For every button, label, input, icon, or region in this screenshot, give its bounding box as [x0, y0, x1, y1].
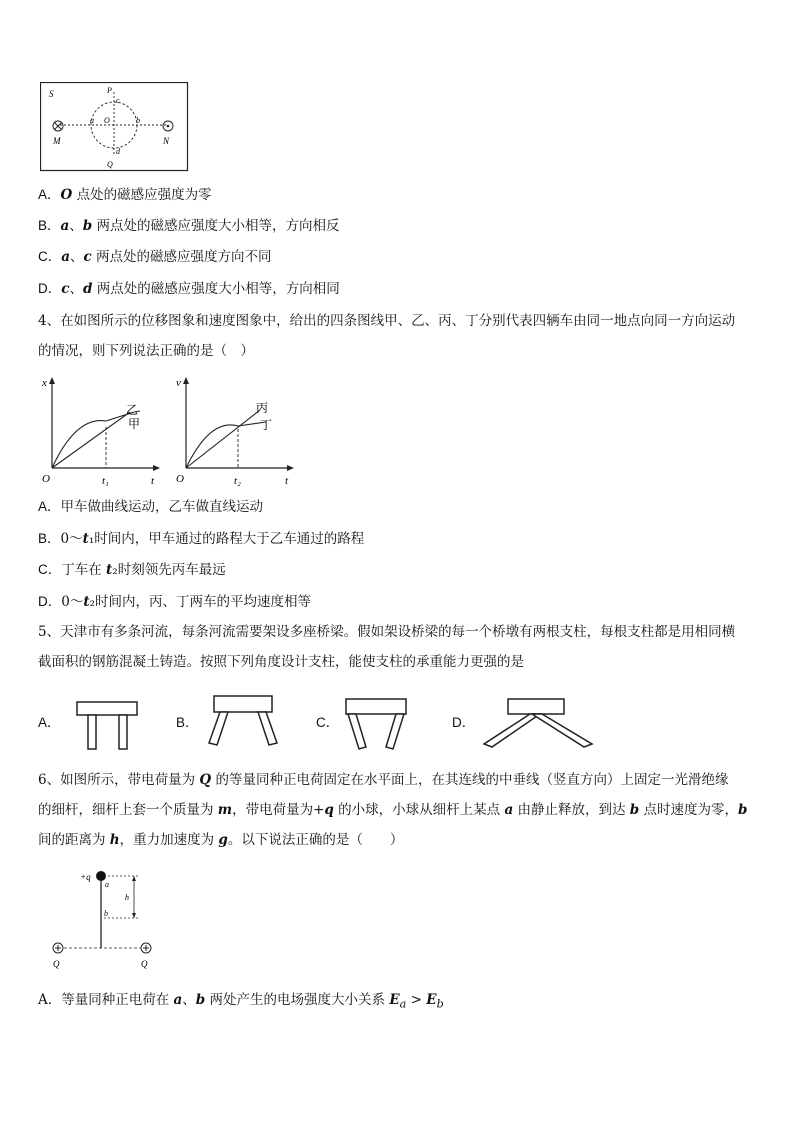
text-run: 时刻领先丙车最远 — [117, 562, 226, 578]
text-run: 6、如图所示，带电荷量为 — [38, 772, 200, 788]
text-run: ₁ — [88, 531, 95, 547]
text-run: ，重力加速度为 — [119, 832, 219, 848]
pillar-splayed-icon — [204, 694, 284, 750]
q3-option-a — [38, 185, 212, 205]
text-run: ₂ — [89, 594, 96, 610]
q6-stem-line3 — [38, 830, 403, 850]
label-M: M — [53, 136, 61, 146]
pillar-converging-icon — [342, 697, 412, 751]
magnet-figure — [40, 82, 190, 174]
graph-right-curve-ding: 丁 — [260, 418, 273, 432]
text-run: 0～ — [60, 531, 83, 547]
text-run: 时间内，丙、丁两车的平均速度相等 — [95, 594, 312, 610]
variable: c — [83, 249, 92, 265]
variable: t — [83, 594, 90, 610]
graph-left-curve-jia: 甲 — [128, 417, 141, 431]
variable: g — [218, 832, 228, 848]
variable: m — [217, 802, 233, 818]
text-run: 间的距离为 — [38, 832, 110, 848]
text-run: 点时速度为零， — [639, 802, 739, 818]
q4-graph-right — [170, 374, 300, 490]
graph-right-x-axis: t — [285, 475, 289, 487]
q5-option-c-label: C． — [316, 715, 340, 730]
text-run: 0～ — [61, 594, 84, 610]
variable: t — [106, 562, 113, 578]
q3-option-b — [38, 216, 340, 236]
q6-stem-line2 — [38, 800, 748, 820]
option-label: A． — [38, 187, 61, 202]
option-label: D． — [38, 281, 62, 296]
q3-option-d — [38, 279, 340, 299]
text-run: A． — [38, 992, 62, 1008]
text-run: 两点处的磁感应强度方向不同 — [91, 249, 272, 265]
variable: a — [60, 218, 70, 234]
text-run: 由静止释放，到达 — [513, 802, 630, 818]
variable: b — [82, 218, 93, 234]
variable: d — [82, 281, 93, 297]
q4-stem-line2: 的情况，则下列说法正确的是（ ） — [38, 343, 254, 359]
q5-option-d-label: D． — [452, 715, 476, 730]
variable: b — [195, 992, 206, 1008]
variable: a — [504, 802, 514, 818]
label-Q: Q — [107, 160, 113, 169]
text-run: 点处的磁感应强度为零 — [72, 187, 212, 203]
charges-figure — [36, 866, 176, 972]
point-b-label: b — [104, 909, 108, 918]
point-a-label: a — [105, 880, 109, 889]
text-run: 的细杆，细杆上套一个质量为 — [38, 802, 218, 818]
subscript: b — [436, 997, 444, 1011]
graph-left-origin: O — [42, 473, 50, 485]
text-run: ，带电荷量为+ — [232, 802, 325, 818]
text-run: 丁车在 — [61, 562, 107, 578]
charge-label: +q — [80, 872, 91, 882]
graph-right-tick: t₂ — [234, 475, 241, 487]
label-d: d — [116, 147, 120, 156]
q4-option-d — [38, 592, 311, 612]
label-O: O — [104, 116, 110, 125]
graph-left-curve-yi: 乙 — [126, 403, 139, 417]
charge-Q-right: Q — [141, 959, 148, 969]
variable: Q — [199, 772, 212, 788]
variable: E — [389, 992, 400, 1008]
q5-stem-line2: 截面积的钢筋混凝土铸造。按照下列角度设计支柱，能使支柱的承重能力更强的是 — [38, 654, 524, 670]
variable: O — [60, 187, 73, 203]
option-label: A． — [38, 499, 61, 514]
label-b: b — [136, 116, 140, 125]
text-run: 两点处的磁感应强度大小相等，方向相反 — [92, 218, 340, 234]
variable: q — [324, 802, 334, 818]
option-label: C． — [38, 562, 62, 577]
graph-left-x-axis: t — [151, 475, 155, 487]
label-P: P — [107, 86, 112, 95]
text-run: 两点处的磁感应强度大小相等，方向相同 — [92, 281, 340, 297]
text-run: ₂ — [112, 562, 118, 578]
variable: a — [173, 992, 183, 1008]
q4-option-b — [38, 529, 364, 549]
q5-option-a-label: A． — [38, 715, 61, 730]
graph-left-tick: t₁ — [102, 475, 109, 487]
graph-right-origin: O — [176, 473, 184, 485]
variable: a — [61, 249, 70, 265]
text-run: 、 — [69, 281, 83, 297]
subscript: a — [399, 997, 407, 1011]
pillar-wide-splay-icon — [482, 697, 594, 753]
option-label: C． — [38, 249, 62, 264]
q4-graph-left — [36, 374, 166, 490]
graph-right-y-axis: v — [176, 377, 181, 389]
variable: b — [629, 802, 640, 818]
variable: h — [109, 832, 120, 848]
q4-option-c — [38, 560, 226, 580]
text-run: 、 — [182, 992, 196, 1008]
option-label: D． — [38, 594, 62, 609]
option-label: B． — [38, 218, 61, 233]
label-a: a — [90, 116, 94, 125]
distance-h-label: h — [125, 893, 129, 902]
q4-stem-line1: 4、在如图所示的位移图象和速度图象中，给出的四条图线甲、乙、丙、丁分别代表四辆车由同一地点向同一方向运动 — [38, 313, 736, 329]
text-run: 甲车做曲线运动，乙车做直线运动 — [60, 499, 264, 515]
q3-option-c — [38, 247, 272, 267]
text-run: 。以下说法正确的是（ ） — [227, 832, 404, 848]
pillar-vertical-icon — [76, 700, 146, 754]
q6-stem-line1 — [38, 770, 728, 790]
graph-left-y-axis: x — [42, 377, 47, 389]
q5-stem-line1: 5、天津市有多条河流，每条河流需要架设多座桥梁。假如架设桥梁的每一个桥墩有两根支柱，每根支柱都是用相同横 — [38, 624, 736, 640]
q5-option-b-label: B． — [176, 715, 199, 730]
text-run: 、 — [70, 249, 84, 265]
variable: t — [82, 531, 89, 547]
charge-Q-left: Q — [53, 959, 60, 969]
q4-option-a — [38, 497, 263, 517]
variable: b — [738, 802, 748, 818]
q6-option-a — [38, 990, 444, 1015]
graph-right-curve-bing: 丙 — [256, 401, 269, 415]
text-run: 、 — [69, 218, 83, 234]
text-run: 的小球，小球从细杆上某点 — [333, 802, 505, 818]
label-N: N — [163, 136, 170, 146]
variable: E — [426, 992, 437, 1008]
label-S: S — [49, 89, 54, 99]
text-run: 时间内，甲车通过的路程大于乙车通过的路程 — [94, 531, 365, 547]
text-run: 的等量同种正电荷固定在水平面上，在其连线的中垂线（竖直方向）上固定一光滑绝缘 — [211, 772, 729, 788]
variable: c — [61, 281, 70, 297]
label-c: c — [116, 96, 120, 105]
option-label: B． — [38, 531, 61, 546]
text-run: > — [406, 992, 427, 1008]
text-run: 两处产生的电场强度大小关系 — [205, 992, 390, 1008]
text-run: 等量同种正电荷在 — [61, 992, 174, 1008]
